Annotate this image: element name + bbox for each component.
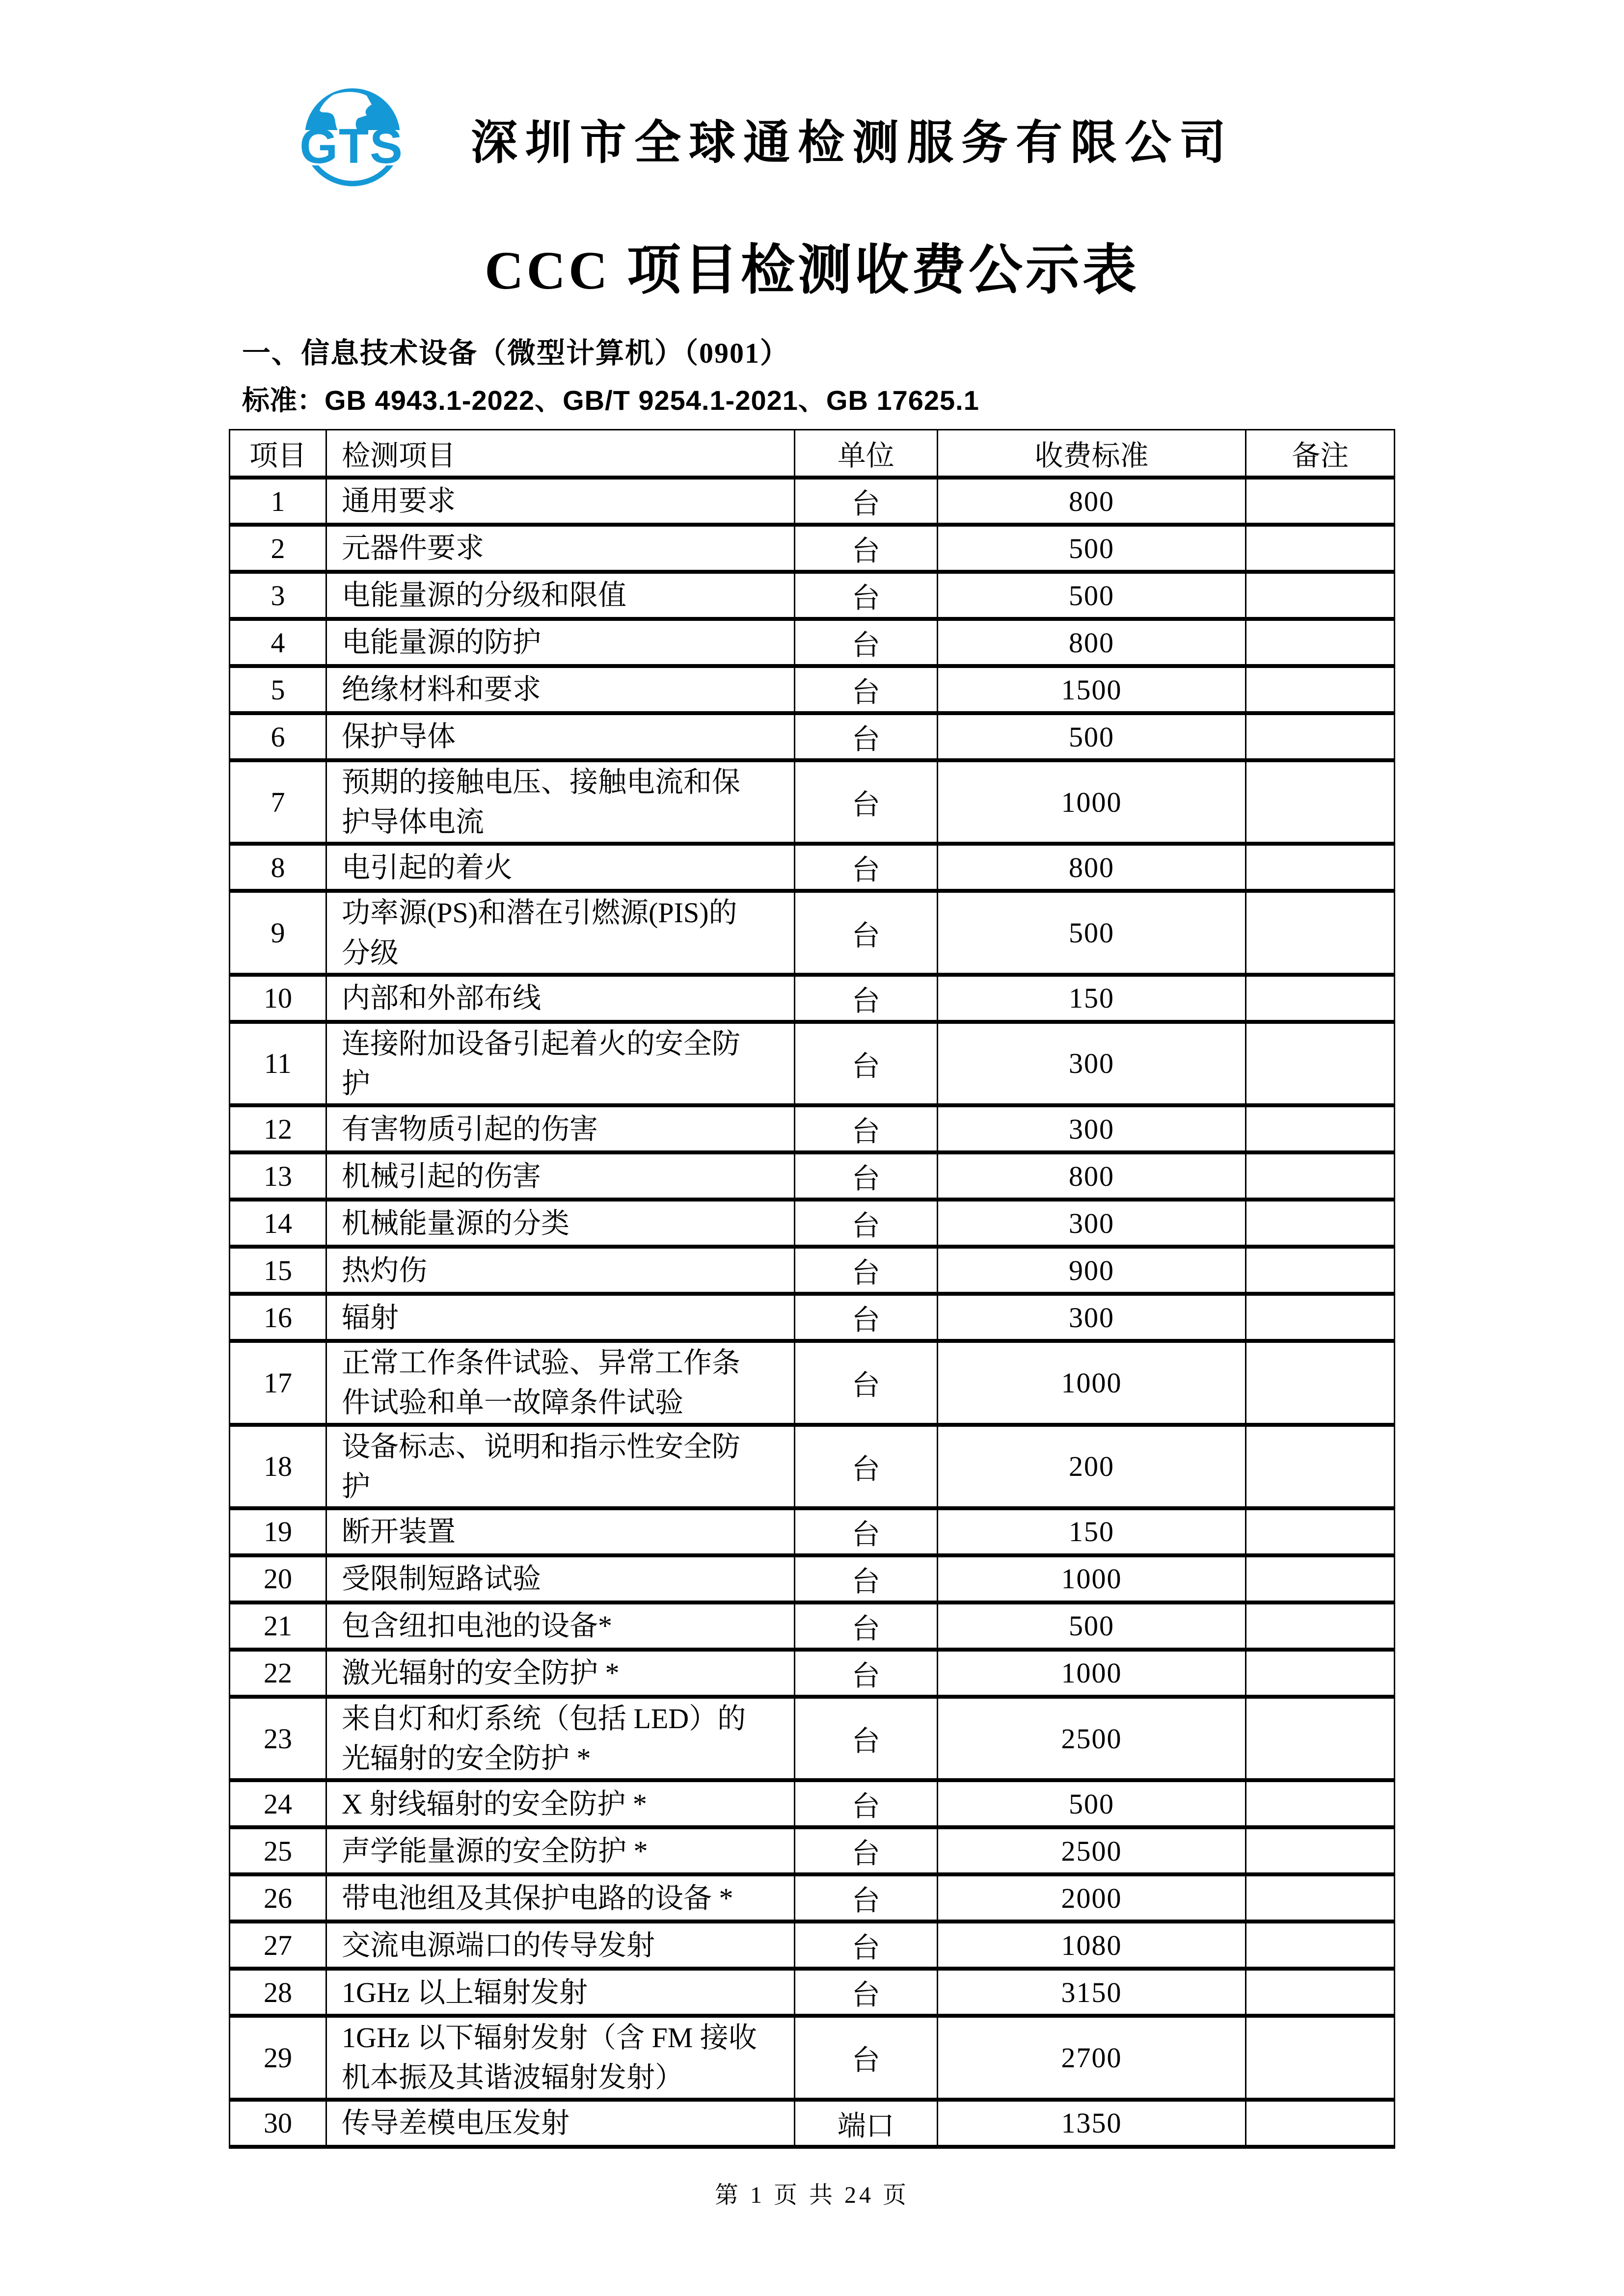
section-heading: 一、信息技术设备（微型计算机）（0901） <box>242 337 790 369</box>
remark-cell <box>1246 760 1395 844</box>
unit-cell: 台 <box>794 1200 937 1247</box>
row-number-cell: 18 <box>230 1425 326 1508</box>
header-test-item: 检测项目 <box>326 430 794 478</box>
table-row <box>230 1602 1395 1650</box>
unit-cell: 台 <box>794 1969 937 2016</box>
header-fee: 收费标准 <box>937 430 1246 478</box>
table-row <box>230 1022 1395 1105</box>
fee-cell: 300 <box>937 1022 1246 1105</box>
remark-cell <box>1246 619 1395 666</box>
fee-cell: 1000 <box>937 1650 1246 1697</box>
table-row <box>230 1697 1395 1780</box>
remark-cell <box>1246 572 1395 619</box>
fee-cell: 300 <box>937 1105 1246 1152</box>
test-item-cell: 热灼伤 <box>326 1247 794 1294</box>
remark-cell <box>1246 1922 1395 1969</box>
test-item-cell: 设备标志、说明和指示性安全防护 <box>326 1425 794 1508</box>
letterhead <box>275 86 1395 191</box>
row-number-cell: 7 <box>230 760 326 844</box>
remark-cell <box>1246 713 1395 760</box>
standards-label: 标准： <box>242 386 325 416</box>
remark-cell <box>1246 1022 1395 1105</box>
table-row <box>230 1555 1395 1602</box>
fee-cell: 1350 <box>937 2100 1246 2147</box>
row-number-cell: 25 <box>230 1827 326 1874</box>
table-row <box>230 572 1395 619</box>
table-row <box>230 844 1395 891</box>
unit-cell: 端口 <box>794 2100 937 2147</box>
fee-cell: 200 <box>937 1425 1246 1508</box>
remark-cell <box>1246 1827 1395 1874</box>
test-item-cell: 电能量源的分级和限值 <box>326 572 794 619</box>
remark-cell <box>1246 1425 1395 1508</box>
fee-cell: 2500 <box>937 1697 1246 1780</box>
fee-cell: 800 <box>937 478 1246 525</box>
row-number-cell: 11 <box>230 1022 326 1105</box>
test-item-cell: 辐射 <box>326 1294 794 1341</box>
unit-cell: 台 <box>794 2016 937 2099</box>
table-row <box>230 1200 1395 1247</box>
fee-cell: 900 <box>937 1247 1246 1294</box>
test-item-cell: 传导差模电压发射 <box>326 2100 794 2147</box>
fee-cell: 800 <box>937 619 1246 666</box>
unit-cell: 台 <box>794 1294 937 1341</box>
gts-globe-logo-icon <box>275 86 428 191</box>
remark-cell <box>1246 1780 1395 1827</box>
unit-cell: 台 <box>794 1697 937 1780</box>
table-row <box>230 2016 1395 2099</box>
fee-cell: 300 <box>937 1294 1246 1341</box>
fee-cell: 500 <box>937 891 1246 974</box>
row-number-cell: 16 <box>230 1294 326 1341</box>
row-number-cell: 27 <box>230 1922 326 1969</box>
test-item-cell: 交流电源端口的传导发射 <box>326 1922 794 1969</box>
fee-cell: 150 <box>937 1508 1246 1555</box>
table-row <box>230 1780 1395 1827</box>
row-number-cell: 22 <box>230 1650 326 1697</box>
fee-cell: 1080 <box>937 1922 1246 1969</box>
table-row <box>230 1341 1395 1424</box>
row-number-cell: 29 <box>230 2016 326 2099</box>
test-item-cell: 通用要求 <box>326 478 794 525</box>
test-item-cell: 电能量源的防护 <box>326 619 794 666</box>
remark-cell <box>1246 1650 1395 1697</box>
fee-cell: 2700 <box>937 2016 1246 2099</box>
test-item-cell: 元器件要求 <box>326 525 794 572</box>
test-item-cell: 正常工作条件试验、异常工作条件试验和单一故障条件试验 <box>326 1341 794 1424</box>
unit-cell: 台 <box>794 1247 937 1294</box>
row-number-cell: 2 <box>230 525 326 572</box>
unit-cell: 台 <box>794 1105 937 1152</box>
fee-cell: 800 <box>937 844 1246 891</box>
fee-cell: 3150 <box>937 1969 1246 2016</box>
test-item-cell: 有害物质引起的伤害 <box>326 1105 794 1152</box>
unit-cell: 台 <box>794 1022 937 1105</box>
fee-table-body <box>230 478 1395 2147</box>
unit-cell: 台 <box>794 572 937 619</box>
test-item-cell: 机械引起的伤害 <box>326 1152 794 1200</box>
row-number-cell: 5 <box>230 666 326 713</box>
unit-cell: 台 <box>794 760 937 844</box>
remark-cell <box>1246 1152 1395 1200</box>
test-item-cell: 机械能量源的分类 <box>326 1200 794 1247</box>
page <box>229 0 1395 2210</box>
table-row <box>230 1247 1395 1294</box>
row-number-cell: 19 <box>230 1508 326 1555</box>
table-row <box>230 1827 1395 1874</box>
gts-logo-text: GTS <box>299 119 404 174</box>
row-number-cell: 4 <box>230 619 326 666</box>
table-row <box>230 619 1395 666</box>
fee-cell: 2000 <box>937 1874 1246 1922</box>
document-title: CCC 项目检测收费公示表 <box>485 240 1139 300</box>
remark-cell <box>1246 1969 1395 2016</box>
fee-cell: 300 <box>937 1200 1246 1247</box>
header-remark: 备注 <box>1246 430 1395 478</box>
page-number: 第 1 页 共 24 页 <box>714 2182 909 2208</box>
test-item-cell: 预期的接触电压、接触电流和保护导体电流 <box>326 760 794 844</box>
fee-cell: 1000 <box>937 760 1246 844</box>
remark-cell <box>1246 1341 1395 1424</box>
test-item-cell: X 射线辐射的安全防护 * <box>326 1780 794 1827</box>
unit-cell: 台 <box>794 1508 937 1555</box>
remark-cell <box>1246 2016 1395 2099</box>
row-number-cell: 12 <box>230 1105 326 1152</box>
header-item-no: 项目 <box>230 430 326 478</box>
unit-cell: 台 <box>794 1780 937 1827</box>
fee-cell: 1000 <box>937 1341 1246 1424</box>
test-item-cell: 电引起的着火 <box>326 844 794 891</box>
remark-cell <box>1246 1200 1395 1247</box>
header-row <box>230 430 1395 478</box>
remark-cell <box>1246 1697 1395 1780</box>
test-item-cell: 1GHz 以上辐射发射 <box>326 1969 794 2016</box>
row-number-cell: 14 <box>230 1200 326 1247</box>
table-row <box>230 1650 1395 1697</box>
fee-cell: 500 <box>937 713 1246 760</box>
row-number-cell: 10 <box>230 975 326 1022</box>
unit-cell: 台 <box>794 619 937 666</box>
remark-cell <box>1246 1874 1395 1922</box>
unit-cell: 台 <box>794 525 937 572</box>
table-row <box>230 975 1395 1022</box>
row-number-cell: 8 <box>230 844 326 891</box>
remark-cell <box>1246 1602 1395 1650</box>
table-row <box>230 666 1395 713</box>
test-item-cell: 来自灯和灯系统（包括 LED）的光辐射的安全防护 * <box>326 1697 794 1780</box>
row-number-cell: 3 <box>230 572 326 619</box>
unit-cell: 台 <box>794 1602 937 1650</box>
test-item-cell: 受限制短路试验 <box>326 1555 794 1602</box>
table-row <box>230 760 1395 844</box>
row-number-cell: 24 <box>230 1780 326 1827</box>
table-row <box>230 1152 1395 1200</box>
remark-cell <box>1246 891 1395 974</box>
table-row <box>230 1922 1395 1969</box>
row-number-cell: 15 <box>230 1247 326 1294</box>
unit-cell: 台 <box>794 1874 937 1922</box>
row-number-cell: 30 <box>230 2100 326 2147</box>
unit-cell: 台 <box>794 844 937 891</box>
table-row <box>230 525 1395 572</box>
table-row <box>230 478 1395 525</box>
unit-cell: 台 <box>794 891 937 974</box>
test-item-cell: 连接附加设备引起着火的安全防护 <box>326 1022 794 1105</box>
test-item-cell: 包含纽扣电池的设备* <box>326 1602 794 1650</box>
unit-cell: 台 <box>794 1341 937 1424</box>
fee-cell: 800 <box>937 1152 1246 1200</box>
table-row <box>230 1508 1395 1555</box>
unit-cell: 台 <box>794 1922 937 1969</box>
fee-cell: 1500 <box>937 666 1246 713</box>
test-item-cell: 带电池组及其保护电路的设备 * <box>326 1874 794 1922</box>
company-name: 深圳市全球通检测服务有限公司 <box>471 116 1234 169</box>
row-number-cell: 6 <box>230 713 326 760</box>
test-item-cell: 绝缘材料和要求 <box>326 666 794 713</box>
remark-cell <box>1246 1508 1395 1555</box>
unit-cell: 台 <box>794 1152 937 1200</box>
remark-cell <box>1246 2100 1395 2147</box>
unit-cell: 台 <box>794 666 937 713</box>
remark-cell <box>1246 666 1395 713</box>
table-row <box>230 1874 1395 1922</box>
row-number-cell: 26 <box>230 1874 326 1922</box>
row-number-cell: 20 <box>230 1555 326 1602</box>
fee-cell: 500 <box>937 1780 1246 1827</box>
row-number-cell: 1 <box>230 478 326 525</box>
fee-cell: 2500 <box>937 1827 1246 1874</box>
table-row <box>230 1105 1395 1152</box>
test-item-cell: 断开装置 <box>326 1508 794 1555</box>
unit-cell: 台 <box>794 478 937 525</box>
unit-cell: 台 <box>794 1827 937 1874</box>
table-row <box>230 1425 1395 1508</box>
fee-table <box>229 429 1395 2149</box>
test-item-cell: 保护导体 <box>326 713 794 760</box>
unit-cell: 台 <box>794 713 937 760</box>
remark-cell <box>1246 525 1395 572</box>
test-item-cell: 声学能量源的安全防护 * <box>326 1827 794 1874</box>
table-row <box>230 2100 1395 2147</box>
unit-cell: 台 <box>794 1555 937 1602</box>
unit-cell: 台 <box>794 1425 937 1508</box>
remark-cell <box>1246 1555 1395 1602</box>
fee-table-header <box>230 430 1395 478</box>
test-item-cell: 1GHz 以下辐射发射（含 FM 接收机本振及其谐波辐射发射） <box>326 2016 794 2099</box>
fee-cell: 500 <box>937 572 1246 619</box>
row-number-cell: 17 <box>230 1341 326 1424</box>
table-row <box>230 1294 1395 1341</box>
remark-cell <box>1246 975 1395 1022</box>
row-number-cell: 13 <box>230 1152 326 1200</box>
header-unit: 单位 <box>794 430 937 478</box>
remark-cell <box>1246 1247 1395 1294</box>
table-row <box>230 1969 1395 2016</box>
table-row <box>230 891 1395 974</box>
fee-cell: 500 <box>937 1602 1246 1650</box>
unit-cell: 台 <box>794 1650 937 1697</box>
row-number-cell: 9 <box>230 891 326 974</box>
row-number-cell: 28 <box>230 1969 326 2016</box>
remark-cell <box>1246 1294 1395 1341</box>
row-number-cell: 23 <box>230 1697 326 1780</box>
fee-cell: 150 <box>937 975 1246 1022</box>
test-item-cell: 内部和外部布线 <box>326 975 794 1022</box>
fee-cell: 500 <box>937 525 1246 572</box>
row-number-cell: 21 <box>230 1602 326 1650</box>
test-item-cell: 激光辐射的安全防护 * <box>326 1650 794 1697</box>
unit-cell: 台 <box>794 975 937 1022</box>
standards-value: GB 4943.1-2022、GB/T 9254.1-2021、GB 17625.1 <box>325 385 979 416</box>
fee-cell: 1000 <box>937 1555 1246 1602</box>
remark-cell <box>1246 844 1395 891</box>
test-item-cell: 功率源(PS)和潜在引燃源(PIS)的分级 <box>326 891 794 974</box>
remark-cell <box>1246 1105 1395 1152</box>
remark-cell <box>1246 478 1395 525</box>
table-row <box>230 713 1395 760</box>
standards-line <box>242 379 1395 418</box>
